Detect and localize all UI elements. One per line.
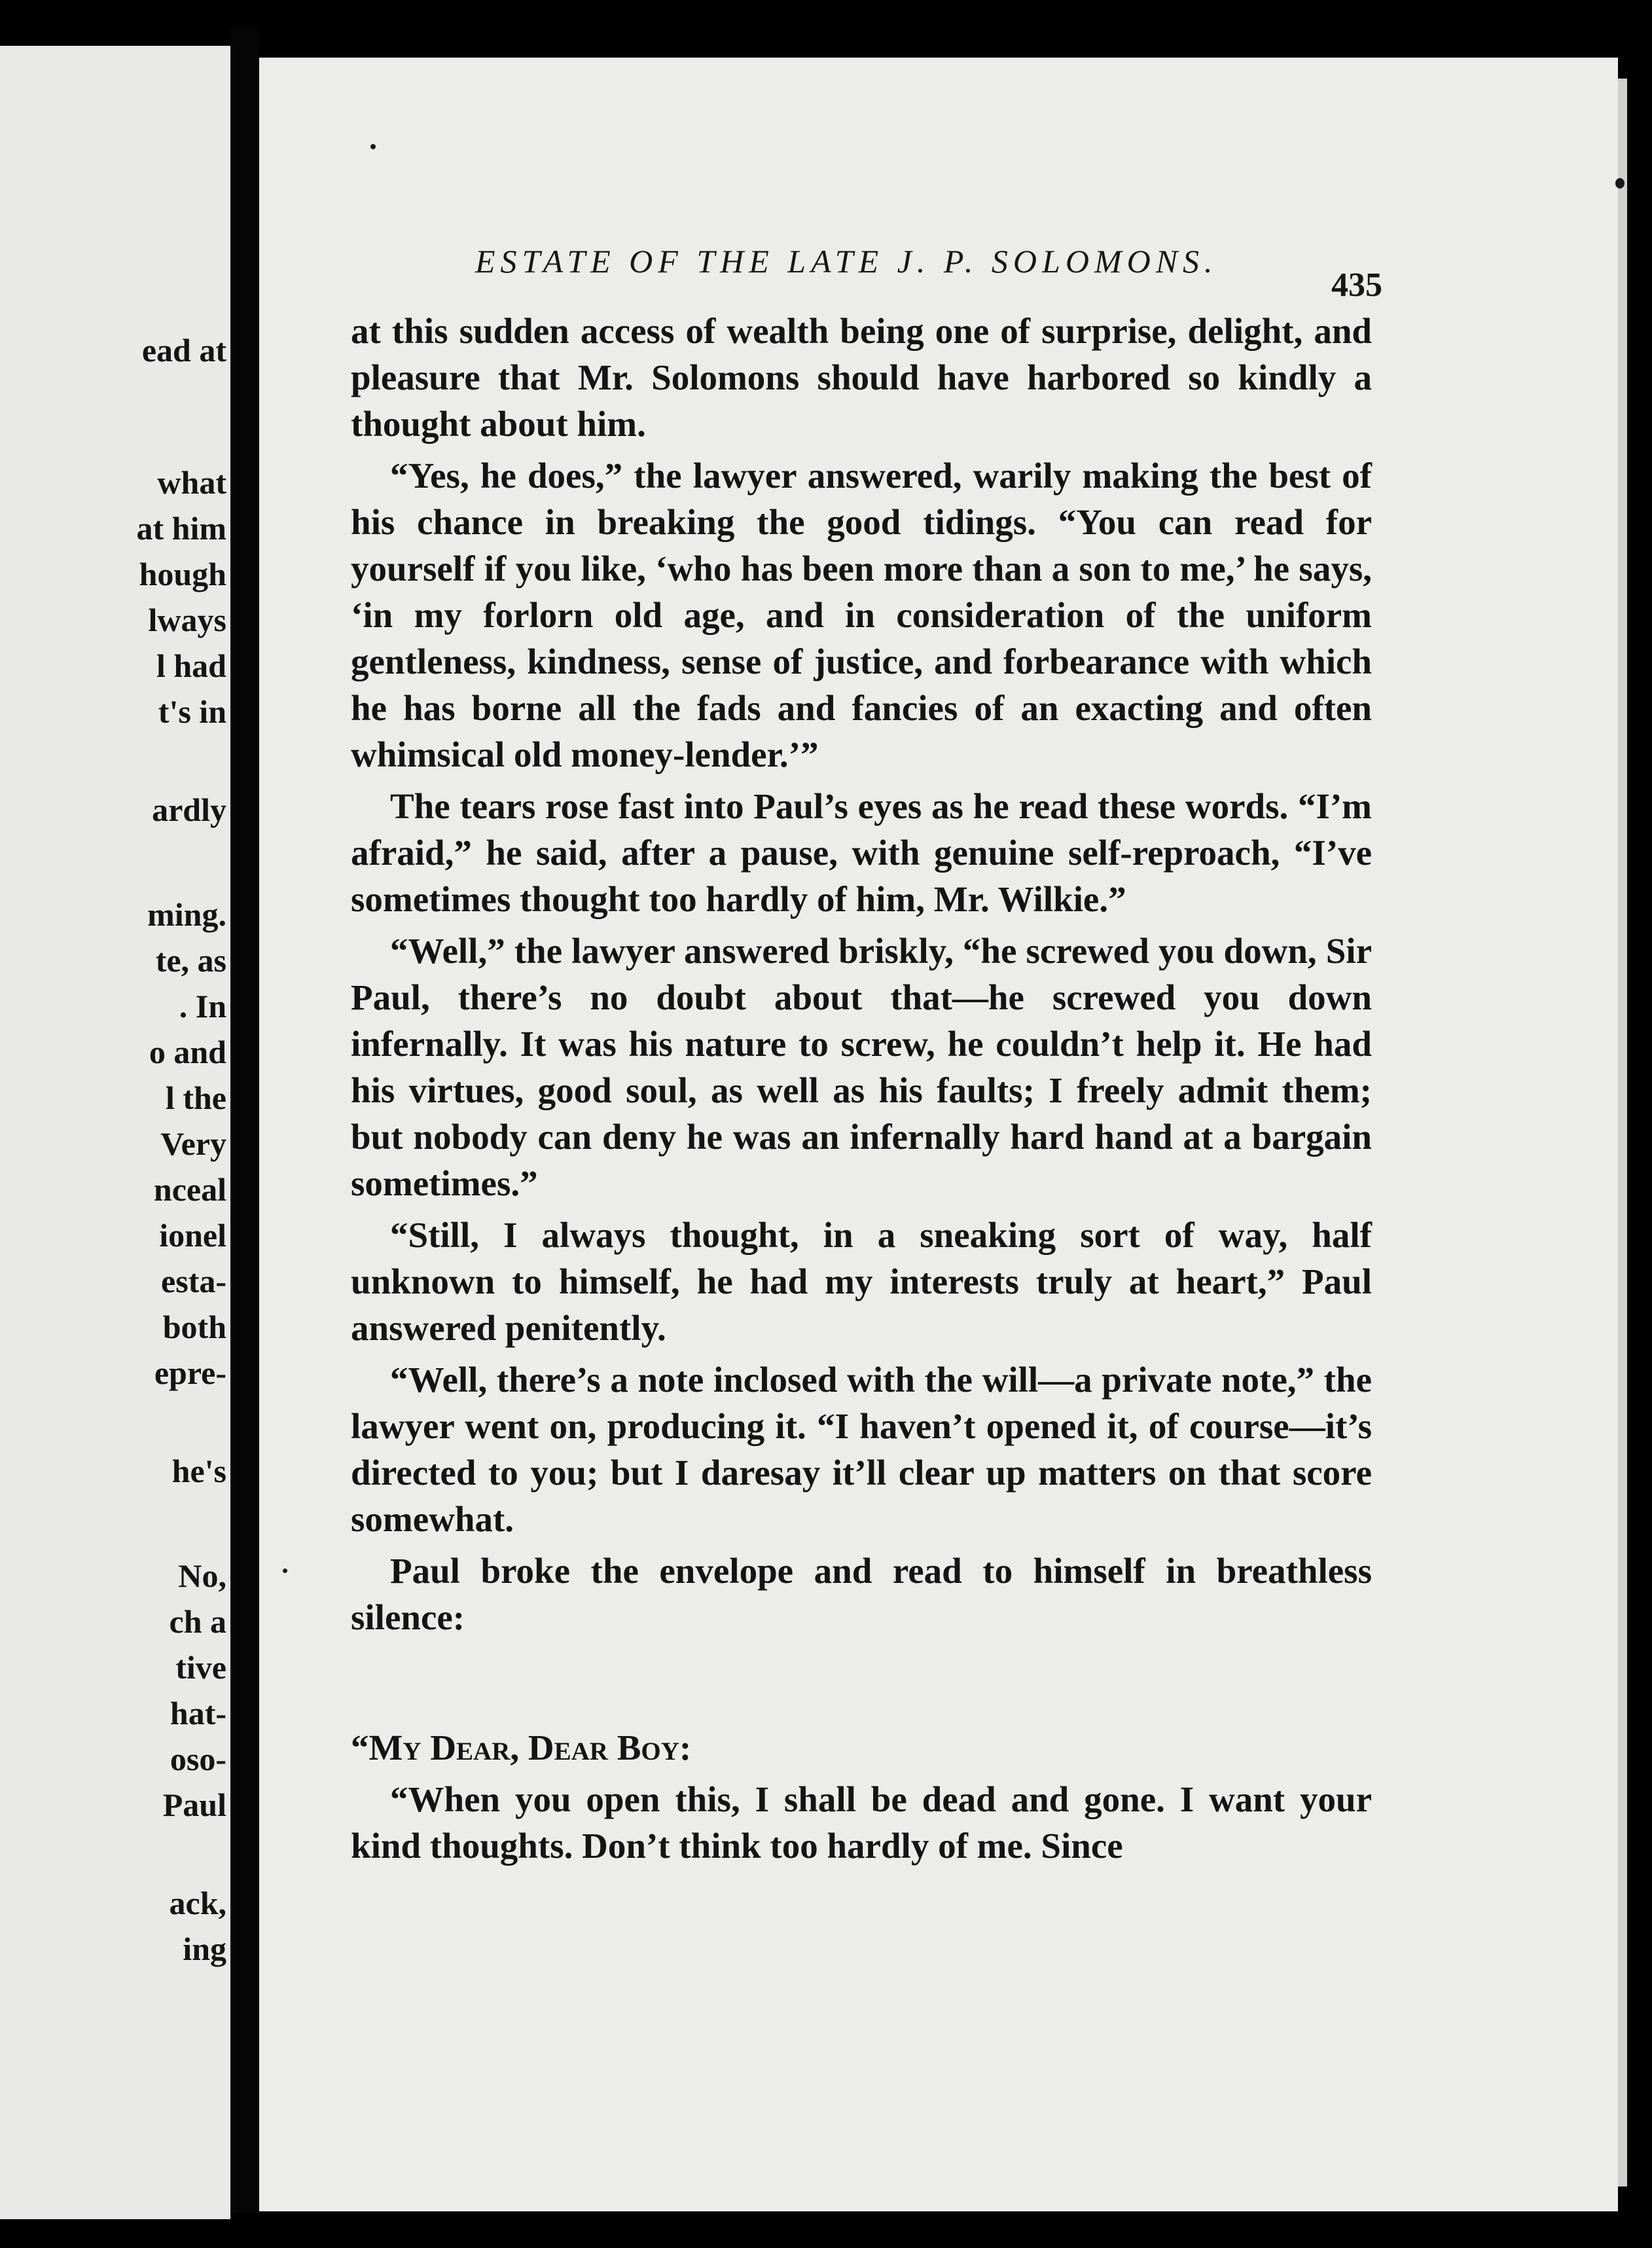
left-page [0, 46, 230, 2219]
left-page-text-fragment: t's in [158, 693, 226, 730]
paragraph: Paul broke the envelope and read to himself in breathless silence: [351, 1551, 1372, 1637]
page-edge [1618, 79, 1627, 2186]
scan-speck [370, 144, 376, 149]
left-page-text-fragment: te, as [155, 942, 226, 979]
left-page-text-fragment: lways [148, 602, 226, 638]
left-page-text-fragment: nceal [153, 1171, 226, 1208]
paragraph: “Well,” the lawyer answered briskly, “he screwed you down, Sir Paul, there’s no doubt about that—he screwed you down infernally. It was his nature to screw, he couldn’t help it. He had his virtues, good soul, as well as his faults; I freely admit them; but nobody can deny he was an infernally hard hand at a bargain sometimes.” [351, 931, 1372, 1203]
left-page-text-fragment: oso- [170, 1741, 226, 1777]
left-page-text-fragment: ardly [152, 791, 226, 828]
left-page-text-fragment: both [162, 1309, 226, 1345]
running-header: ESTATE OF THE LATE J. P. SOLOMONS. [475, 243, 1218, 280]
letter-salutation: “My Dear, Dear Boy: [351, 1728, 692, 1768]
left-page-text-fragment: ack, [169, 1885, 226, 1921]
left-page-text-fragment: what [157, 464, 226, 501]
left-page-text-fragment: l the [165, 1079, 226, 1116]
left-page-text-fragment: ch a [169, 1603, 226, 1640]
letter-paragraph: “When you open this, I shall be dead and gone. I want your kind thoughts. Don’t think too hardly of me. Since [351, 1779, 1372, 1866]
left-page-text-fragment: No, [178, 1557, 226, 1594]
body-text [351, 308, 1372, 1874]
book-gutter [230, 26, 259, 2213]
scan-speck [283, 1568, 287, 1573]
left-page-text-fragment: o and [149, 1034, 226, 1070]
left-page-text-fragment: tive [175, 1649, 226, 1686]
section-gap [351, 1646, 1372, 1724]
paragraph: “Yes, he does,” the lawyer answered, warily making the best of his chance in breaking the good tidings. “You can read for yourself if you like, ‘who has been more than a son to me,’ he says, ‘in my forlorn old age, and in consideration of the uniform gentleness, kindness, sense of justice, and forbearance with which he has borne all the fads and fancies of an exacting and often whimsical old money-lender.’” [351, 456, 1372, 774]
left-page-text-fragment: at him [136, 510, 226, 547]
left-page-text-fragment: he's [171, 1453, 226, 1489]
left-page-text-fragment: Paul [162, 1786, 226, 1823]
left-page-text-fragment: Very [160, 1125, 226, 1162]
paragraph: “Still, I always thought, in a sneaking sort of way, half unknown to himself, he had my interests truly at heart,” Paul answered penitently. [351, 1215, 1372, 1348]
left-page-text-fragment: . In [179, 988, 226, 1024]
page-number: 435 [1331, 266, 1382, 304]
right-page [259, 58, 1618, 2211]
left-page-text-fragment: esta- [161, 1263, 226, 1299]
scan-speck [1615, 178, 1625, 189]
left-page-text-fragment: l had [156, 647, 226, 684]
left-page-text-fragment: ing [183, 1931, 226, 1967]
left-page-text-fragment: ming. [147, 896, 226, 933]
left-page-text-fragment: ead at [141, 332, 226, 369]
paragraph: at this sudden access of wealth being one of surprise, delight, and pleasure that Mr. Solomons should have harbored so kindly a thought about him. [351, 311, 1372, 444]
left-page-text-fragment: ionel [159, 1217, 226, 1254]
left-page-text-fragment: epre- [154, 1354, 226, 1391]
left-page-text-fragment: hough [139, 556, 226, 592]
left-page-text-fragment: hat- [170, 1695, 226, 1731]
paragraph: The tears rose fast into Paul’s eyes as he read these words. “I’m afraid,” he said, after a pause, with genuine self-reproach, “I’ve sometimes thought too hardly of him, Mr. Wilkie.” [351, 786, 1372, 919]
paragraph: “Well, there’s a note inclosed with the will—a private note,” the lawyer went on, producing it. “I haven’t opened it, of course—it’s directed to you; but I daresay it’ll clear up matters on that score somewhat. [351, 1360, 1372, 1539]
